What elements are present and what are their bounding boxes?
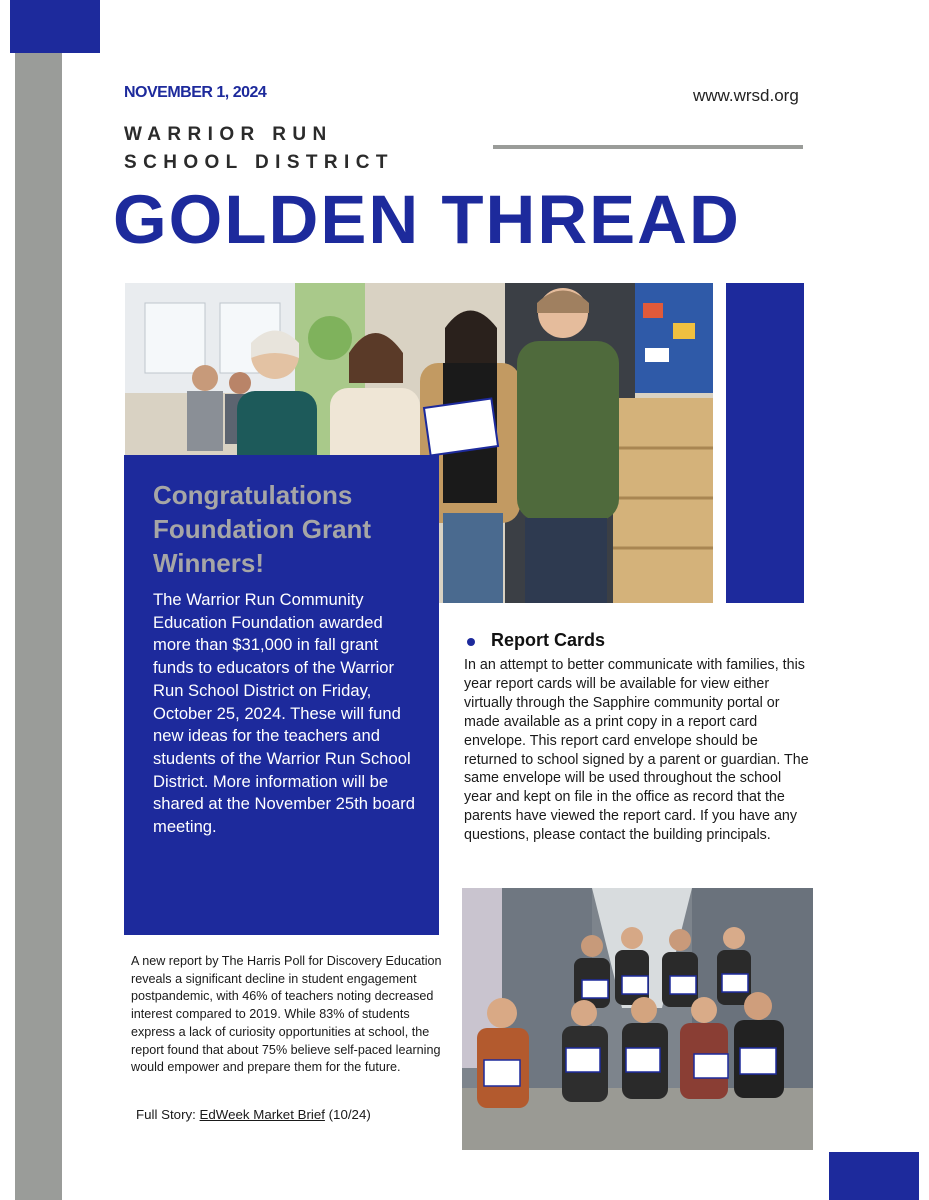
issue-date: NOVEMBER 1, 2024	[124, 84, 267, 101]
report-cards-title: Report Cards	[491, 630, 606, 650]
grant-article-body: The Warrior Run Community Education Foundation awarded more than $31,000 in fall grant funds to educators of the Warrior Run School District on Friday, October 25, 2024. These will fund new ideas for the teachers and students of the Warrior Run School District. More information will be shared at the November 25th board meeting.	[153, 590, 415, 837]
right-accent-bar	[726, 283, 804, 603]
newsletter-title: GOLDEN THREAD	[113, 181, 741, 258]
full-story-link[interactable]: EdWeek Market Brief	[199, 1107, 325, 1122]
bullet-icon	[467, 638, 475, 646]
grant-article-title: Congratulations Foundation Grant Winners!	[153, 480, 372, 578]
full-story-prefix: Full Story:	[136, 1107, 200, 1122]
header-divider	[493, 145, 803, 149]
full-story-line	[136, 1107, 371, 1122]
district-name-line1: WARRIOR RUN	[124, 124, 333, 145]
district-name	[124, 121, 394, 177]
left-side-stripe	[15, 53, 62, 1200]
district-name-line2: SCHOOL DISTRICT	[124, 152, 394, 173]
harris-poll-summary: A new report by The Harris Poll for Discovery Education reveals a significant decline in student engagement postpandemic, with 46% of teachers noting decreased interest compared to 2019. While 83% of students express a lack of curiosity opportunities at school, the report found that about 75% believe self-paced learning would empower and prepare them for the future.	[131, 954, 442, 1075]
certificate-recipients-photo	[462, 888, 813, 1150]
corner-accent-bottom-right	[829, 1152, 919, 1200]
website-url[interactable]: www.wrsd.org	[693, 86, 799, 105]
certificate-recipients-photo-illustration	[462, 888, 813, 1150]
corner-accent-top-left	[10, 0, 100, 53]
report-cards-body: In an attempt to better communicate with families, this year report cards will be available for view either virtually through the Sapphire community portal or made available as a print copy in a report card envelope. This report card envelope should be returned to school signed by a parent or guardian. The same envelope will be used throughout the school year and kept on file in the office as record that the parents have viewed the report card. If you have any questions, please contact the building principals.	[464, 657, 809, 844]
full-story-date: (10/24)	[324, 1107, 371, 1122]
